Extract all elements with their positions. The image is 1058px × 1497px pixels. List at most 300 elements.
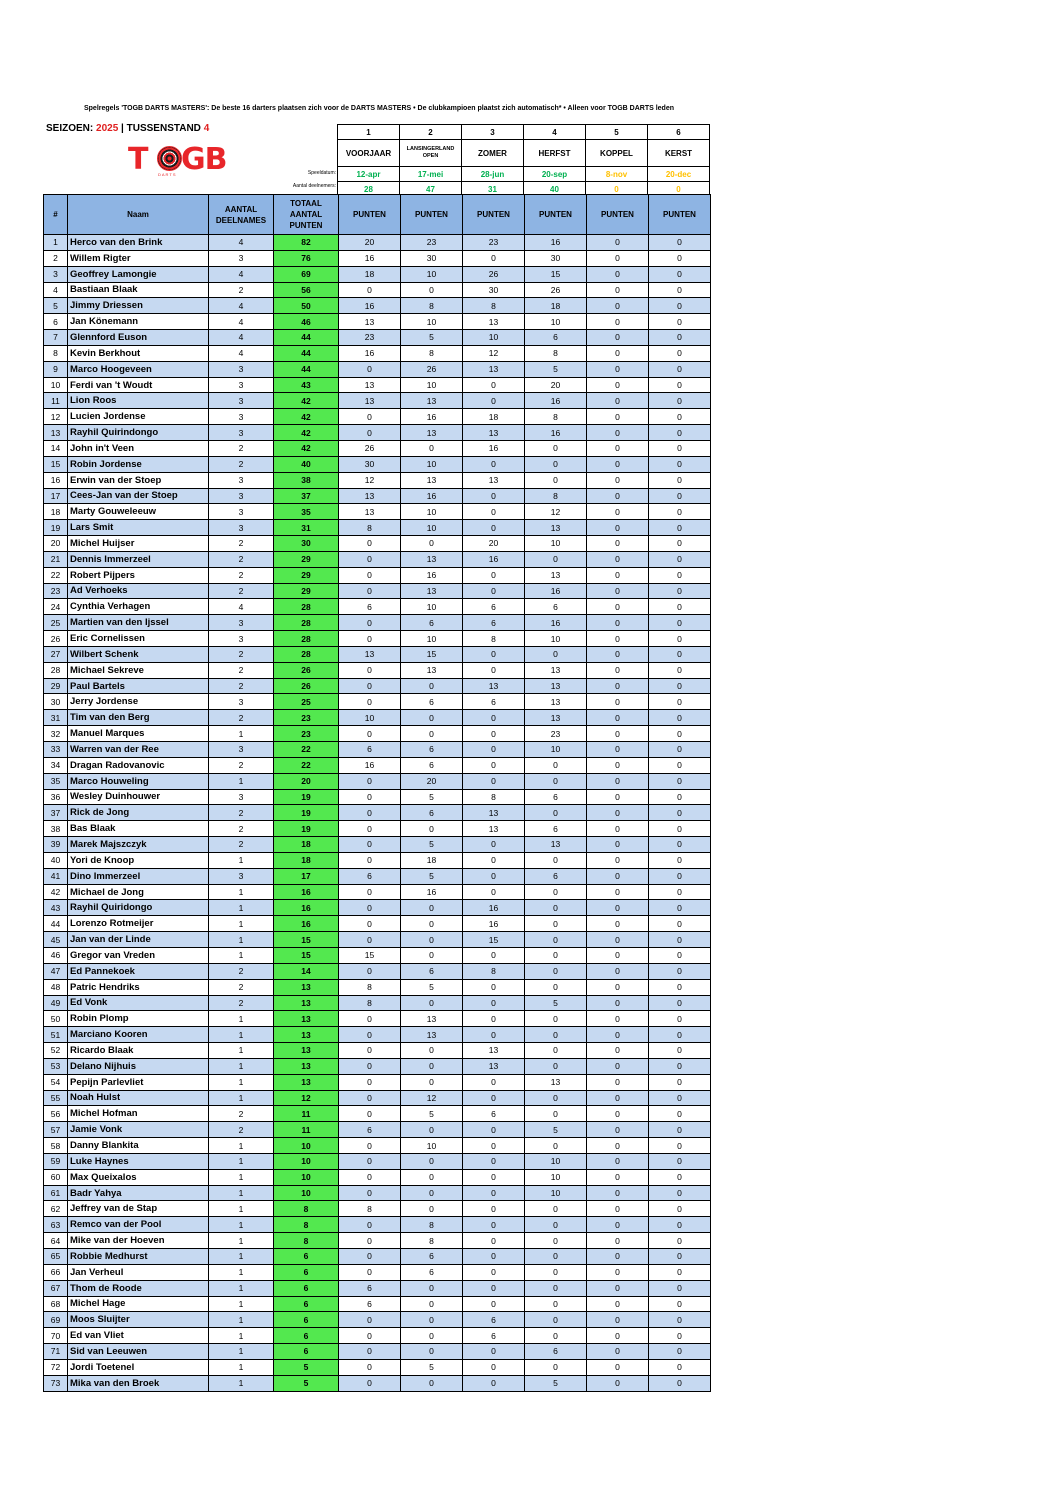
points-koppel: 0	[587, 361, 649, 377]
total-points: 28	[274, 615, 339, 631]
participations: 3	[209, 425, 274, 441]
points-herfst: 0	[525, 773, 587, 789]
points-herfst: 16	[525, 393, 587, 409]
points-kerst: 0	[649, 504, 711, 520]
rules-text: Spelregels 'TOGB DARTS MASTERS': De beste 16 darters plaatsen zich voor de DARTS MASTERS • De clubkampioen plaatst zich automatisch* • Alleen voor TOGB DARTS leden	[83, 105, 674, 112]
points-kerst: 0	[649, 298, 711, 314]
rank: 1	[44, 235, 68, 251]
rank: 10	[44, 377, 68, 393]
event-number: 5	[586, 125, 648, 140]
total-points: 44	[274, 345, 339, 361]
total-points: 13	[274, 1043, 339, 1059]
points-voorjaar: 0	[339, 662, 401, 678]
rank: 62	[44, 1201, 68, 1217]
points-koppel: 0	[587, 710, 649, 726]
table-row	[44, 821, 711, 837]
table-row	[44, 393, 711, 409]
participations: 1	[209, 1074, 274, 1090]
logo-text-right: GB	[181, 142, 227, 177]
points-zomer: 6	[463, 1106, 525, 1122]
points-herfst: 0	[525, 1043, 587, 1059]
points-koppel: 0	[587, 979, 649, 995]
table-row	[44, 583, 711, 599]
table-row	[44, 963, 711, 979]
points-lansingerland: 13	[401, 472, 463, 488]
points-voorjaar: 13	[339, 377, 401, 393]
player-name: Mika van den Broek	[68, 1375, 209, 1391]
rank: 60	[44, 1169, 68, 1185]
points-koppel: 0	[587, 1201, 649, 1217]
event-name: LANSINGERLAND OPEN	[400, 140, 462, 167]
rank: 67	[44, 1280, 68, 1296]
points-koppel: 0	[587, 235, 649, 251]
table-row	[44, 1312, 711, 1328]
points-kerst: 0	[649, 1011, 711, 1027]
points-zomer: 13	[463, 361, 525, 377]
participations: 1	[209, 1043, 274, 1059]
rank: 20	[44, 536, 68, 552]
total-points: 18	[274, 852, 339, 868]
points-herfst: 18	[525, 298, 587, 314]
points-herfst: 10	[525, 742, 587, 758]
points-zomer: 0	[463, 742, 525, 758]
points-lansingerland: 0	[401, 1153, 463, 1169]
points-herfst: 0	[525, 1027, 587, 1043]
table-row	[44, 456, 711, 472]
points-lansingerland: 13	[401, 583, 463, 599]
table-row	[44, 1074, 711, 1090]
points-herfst: 0	[525, 1312, 587, 1328]
points-lansingerland: 20	[401, 773, 463, 789]
participations: 2	[209, 551, 274, 567]
points-voorjaar: 0	[339, 1043, 401, 1059]
points-voorjaar: 0	[339, 773, 401, 789]
rank: 23	[44, 583, 68, 599]
table-row	[44, 1122, 711, 1138]
participations: 3	[209, 868, 274, 884]
rank: 66	[44, 1264, 68, 1280]
rank: 5	[44, 298, 68, 314]
points-herfst: 6	[525, 868, 587, 884]
total-points: 22	[274, 742, 339, 758]
participations: 1	[209, 932, 274, 948]
points-koppel: 0	[587, 282, 649, 298]
col-header-total: TOTAAL AANTAL PUNTEN	[274, 195, 339, 235]
total-points: 44	[274, 361, 339, 377]
total-points: 42	[274, 393, 339, 409]
points-zomer: 0	[463, 1185, 525, 1201]
points-voorjaar: 0	[339, 837, 401, 853]
points-lansingerland: 5	[401, 868, 463, 884]
points-kerst: 0	[649, 1185, 711, 1201]
table-row	[44, 1011, 711, 1027]
points-zomer: 0	[463, 1201, 525, 1217]
player-name: Jeffrey van de Stap	[68, 1201, 209, 1217]
table-row	[44, 1185, 711, 1201]
participations: 2	[209, 837, 274, 853]
participations: 2	[209, 678, 274, 694]
points-zomer: 15	[463, 932, 525, 948]
rank: 53	[44, 1058, 68, 1074]
points-kerst: 0	[649, 599, 711, 615]
points-zomer: 0	[463, 662, 525, 678]
points-zomer: 0	[463, 837, 525, 853]
points-voorjaar: 6	[339, 1122, 401, 1138]
points-lansingerland: 0	[401, 536, 463, 552]
player-name: Rick de Jong	[68, 805, 209, 821]
points-lansingerland: 0	[401, 1312, 463, 1328]
points-koppel: 0	[587, 1122, 649, 1138]
points-koppel: 0	[587, 1344, 649, 1360]
points-koppel: 0	[587, 1074, 649, 1090]
participations: 1	[209, 1153, 274, 1169]
points-kerst: 0	[649, 773, 711, 789]
participations: 2	[209, 710, 274, 726]
participations: 2	[209, 1122, 274, 1138]
total-points: 8	[274, 1233, 339, 1249]
points-herfst: 0	[525, 1359, 587, 1375]
points-herfst: 20	[525, 377, 587, 393]
player-name: Rayhil Quiridongo	[68, 900, 209, 916]
rank: 63	[44, 1217, 68, 1233]
table-row	[44, 837, 711, 853]
participations: 4	[209, 266, 274, 282]
table-row	[44, 551, 711, 567]
player-name: Rayhil Quirindongo	[68, 425, 209, 441]
points-zomer: 0	[463, 520, 525, 536]
points-herfst: 0	[525, 1090, 587, 1106]
points-zomer: 0	[463, 393, 525, 409]
points-herfst: 10	[525, 1185, 587, 1201]
points-kerst: 0	[649, 1233, 711, 1249]
player-name: Michel Hofman	[68, 1106, 209, 1122]
points-kerst: 0	[649, 947, 711, 963]
points-voorjaar: 16	[339, 250, 401, 266]
points-koppel: 0	[587, 599, 649, 615]
points-lansingerland: 5	[401, 837, 463, 853]
total-points: 16	[274, 916, 339, 932]
player-name: Marco Hoogeveen	[68, 361, 209, 377]
rank: 24	[44, 599, 68, 615]
points-kerst: 0	[649, 852, 711, 868]
rank: 34	[44, 757, 68, 773]
points-koppel: 0	[587, 1328, 649, 1344]
points-herfst: 8	[525, 488, 587, 504]
points-kerst: 0	[649, 1296, 711, 1312]
points-koppel: 0	[587, 868, 649, 884]
total-points: 35	[274, 504, 339, 520]
player-name: Willem Rigter	[68, 250, 209, 266]
points-kerst: 0	[649, 583, 711, 599]
rank: 38	[44, 821, 68, 837]
points-kerst: 0	[649, 789, 711, 805]
total-points: 15	[274, 947, 339, 963]
total-points: 6	[274, 1296, 339, 1312]
points-lansingerland: 6	[401, 805, 463, 821]
table-row	[44, 472, 711, 488]
points-zomer: 16	[463, 900, 525, 916]
participations: 1	[209, 900, 274, 916]
player-name: Delano Nijhuis	[68, 1058, 209, 1074]
total-points: 23	[274, 726, 339, 742]
table-row	[44, 631, 711, 647]
points-voorjaar: 16	[339, 345, 401, 361]
points-kerst: 0	[649, 1122, 711, 1138]
points-voorjaar: 13	[339, 504, 401, 520]
table-row	[44, 757, 711, 773]
points-koppel: 0	[587, 1011, 649, 1027]
player-name: Gregor van Vreden	[68, 947, 209, 963]
points-kerst: 0	[649, 1328, 711, 1344]
points-kerst: 0	[649, 742, 711, 758]
player-name: Robert Pijpers	[68, 567, 209, 583]
event-date: 20-dec	[648, 167, 710, 182]
player-name: Sid van Leeuwen	[68, 1344, 209, 1360]
points-voorjaar: 0	[339, 536, 401, 552]
event-name: HERFST	[524, 140, 586, 167]
total-points: 46	[274, 314, 339, 330]
participations: 1	[209, 1233, 274, 1249]
points-herfst: 13	[525, 520, 587, 536]
player-name: Michel Huijser	[68, 536, 209, 552]
points-voorjaar: 30	[339, 456, 401, 472]
total-points: 10	[274, 1169, 339, 1185]
total-points: 10	[274, 1153, 339, 1169]
points-kerst: 0	[649, 1138, 711, 1154]
participations: 1	[209, 1296, 274, 1312]
total-points: 10	[274, 1185, 339, 1201]
rank: 32	[44, 726, 68, 742]
table-row	[44, 884, 711, 900]
participations: 2	[209, 536, 274, 552]
participations: 3	[209, 377, 274, 393]
points-kerst: 0	[649, 250, 711, 266]
points-zomer: 0	[463, 995, 525, 1011]
points-herfst: 10	[525, 314, 587, 330]
points-zomer: 6	[463, 694, 525, 710]
points-kerst: 0	[649, 805, 711, 821]
points-herfst: 6	[525, 821, 587, 837]
table-row	[44, 726, 711, 742]
player-name: Glennford Euson	[68, 330, 209, 346]
points-voorjaar: 0	[339, 916, 401, 932]
points-lansingerland: 10	[401, 504, 463, 520]
points-herfst: 0	[525, 646, 587, 662]
participations: 3	[209, 472, 274, 488]
points-zomer: 8	[463, 298, 525, 314]
points-herfst: 0	[525, 963, 587, 979]
table-row	[44, 1344, 711, 1360]
points-zomer: 8	[463, 631, 525, 647]
points-herfst: 30	[525, 250, 587, 266]
points-lansingerland: 6	[401, 742, 463, 758]
player-name: Paul Bartels	[68, 678, 209, 694]
points-kerst: 0	[649, 567, 711, 583]
points-lansingerland: 13	[401, 551, 463, 567]
table-row	[44, 250, 711, 266]
events-header-table	[337, 124, 710, 197]
points-kerst: 0	[649, 393, 711, 409]
points-lansingerland: 0	[401, 1296, 463, 1312]
points-koppel: 0	[587, 678, 649, 694]
points-kerst: 0	[649, 377, 711, 393]
points-herfst: 0	[525, 1296, 587, 1312]
rank: 40	[44, 852, 68, 868]
table-row	[44, 504, 711, 520]
points-kerst: 0	[649, 646, 711, 662]
points-voorjaar: 6	[339, 742, 401, 758]
participations: 1	[209, 884, 274, 900]
participations: 1	[209, 1280, 274, 1296]
player-name: Jamie Vonk	[68, 1122, 209, 1138]
points-zomer: 0	[463, 884, 525, 900]
stand-label: TUSSENSTAND	[126, 123, 201, 134]
player-name: Bas Blaak	[68, 821, 209, 837]
table-row	[44, 646, 711, 662]
table-row	[44, 1138, 711, 1154]
event-number: 6	[648, 125, 710, 140]
points-kerst: 0	[649, 536, 711, 552]
total-points: 56	[274, 282, 339, 298]
total-points: 19	[274, 821, 339, 837]
points-lansingerland: 10	[401, 599, 463, 615]
points-zomer: 8	[463, 789, 525, 805]
participations: 2	[209, 1106, 274, 1122]
participations: 4	[209, 314, 274, 330]
player-name: Marco Houweling	[68, 773, 209, 789]
points-kerst: 0	[649, 1264, 711, 1280]
points-voorjaar: 0	[339, 361, 401, 377]
total-points: 44	[274, 330, 339, 346]
points-koppel: 0	[587, 916, 649, 932]
rank: 18	[44, 504, 68, 520]
event-participant-count: 31	[462, 182, 524, 197]
points-koppel: 0	[587, 995, 649, 1011]
points-koppel: 0	[587, 551, 649, 567]
total-points: 15	[274, 932, 339, 948]
rank: 50	[44, 1011, 68, 1027]
points-koppel: 0	[587, 440, 649, 456]
participations: 4	[209, 298, 274, 314]
player-name: Jan Verheul	[68, 1264, 209, 1280]
participations: 2	[209, 456, 274, 472]
total-points: 30	[274, 536, 339, 552]
points-lansingerland: 0	[401, 710, 463, 726]
table-row	[44, 1249, 711, 1265]
points-lansingerland: 8	[401, 345, 463, 361]
points-herfst: 0	[525, 1233, 587, 1249]
table-row	[44, 1058, 711, 1074]
points-lansingerland: 0	[401, 821, 463, 837]
points-kerst: 0	[649, 1043, 711, 1059]
points-herfst: 10	[525, 1169, 587, 1185]
points-kerst: 0	[649, 694, 711, 710]
event-numbers-row	[338, 125, 710, 140]
points-lansingerland: 0	[401, 1058, 463, 1074]
points-kerst: 0	[649, 361, 711, 377]
dartboard-icon	[157, 146, 182, 171]
total-points: 28	[274, 646, 339, 662]
col-header-name: Naam	[68, 195, 209, 235]
player-name: Jan van der Linde	[68, 932, 209, 948]
player-name: Dennis Immerzeel	[68, 551, 209, 567]
player-name: Herco van den Brink	[68, 235, 209, 251]
player-name: Remco van der Pool	[68, 1217, 209, 1233]
points-lansingerland: 0	[401, 1375, 463, 1391]
points-kerst: 0	[649, 726, 711, 742]
total-points: 42	[274, 440, 339, 456]
event-participant-count: 47	[400, 182, 462, 197]
rank: 56	[44, 1106, 68, 1122]
total-points: 42	[274, 425, 339, 441]
rank: 57	[44, 1122, 68, 1138]
points-voorjaar: 0	[339, 694, 401, 710]
rank: 14	[44, 440, 68, 456]
points-herfst: 26	[525, 282, 587, 298]
points-koppel: 0	[587, 742, 649, 758]
participations: 1	[209, 1249, 274, 1265]
points-kerst: 0	[649, 1359, 711, 1375]
points-koppel: 0	[587, 298, 649, 314]
participations: 1	[209, 1344, 274, 1360]
points-zomer: 0	[463, 1217, 525, 1233]
player-name: Luke Haynes	[68, 1153, 209, 1169]
rank: 70	[44, 1328, 68, 1344]
table-row	[44, 1328, 711, 1344]
points-zomer: 0	[463, 1122, 525, 1138]
rank: 72	[44, 1359, 68, 1375]
points-voorjaar: 10	[339, 710, 401, 726]
points-koppel: 0	[587, 520, 649, 536]
total-points: 13	[274, 1027, 339, 1043]
rank: 29	[44, 678, 68, 694]
participations: 1	[209, 852, 274, 868]
table-row	[44, 440, 711, 456]
points-kerst: 0	[649, 235, 711, 251]
points-herfst: 13	[525, 710, 587, 726]
points-herfst: 0	[525, 472, 587, 488]
total-points: 13	[274, 995, 339, 1011]
table-row	[44, 1296, 711, 1312]
rank: 25	[44, 615, 68, 631]
points-voorjaar: 0	[339, 900, 401, 916]
points-herfst: 13	[525, 837, 587, 853]
rank: 3	[44, 266, 68, 282]
points-koppel: 0	[587, 837, 649, 853]
participations: 2	[209, 646, 274, 662]
points-kerst: 0	[649, 916, 711, 932]
player-name: Eric Cornelissen	[68, 631, 209, 647]
points-lansingerland: 0	[401, 995, 463, 1011]
points-koppel: 0	[587, 567, 649, 583]
points-kerst: 0	[649, 631, 711, 647]
points-herfst: 5	[525, 1375, 587, 1391]
table-row	[44, 1106, 711, 1122]
table-row	[44, 979, 711, 995]
points-voorjaar: 0	[339, 1138, 401, 1154]
points-voorjaar: 0	[339, 409, 401, 425]
points-zomer: 0	[463, 1138, 525, 1154]
player-name: Thom de Roode	[68, 1280, 209, 1296]
table-row	[44, 599, 711, 615]
points-voorjaar: 13	[339, 393, 401, 409]
points-koppel: 0	[587, 757, 649, 773]
points-voorjaar: 0	[339, 1106, 401, 1122]
points-voorjaar: 0	[339, 551, 401, 567]
points-voorjaar: 0	[339, 583, 401, 599]
points-voorjaar: 6	[339, 1280, 401, 1296]
points-voorjaar: 0	[339, 1375, 401, 1391]
